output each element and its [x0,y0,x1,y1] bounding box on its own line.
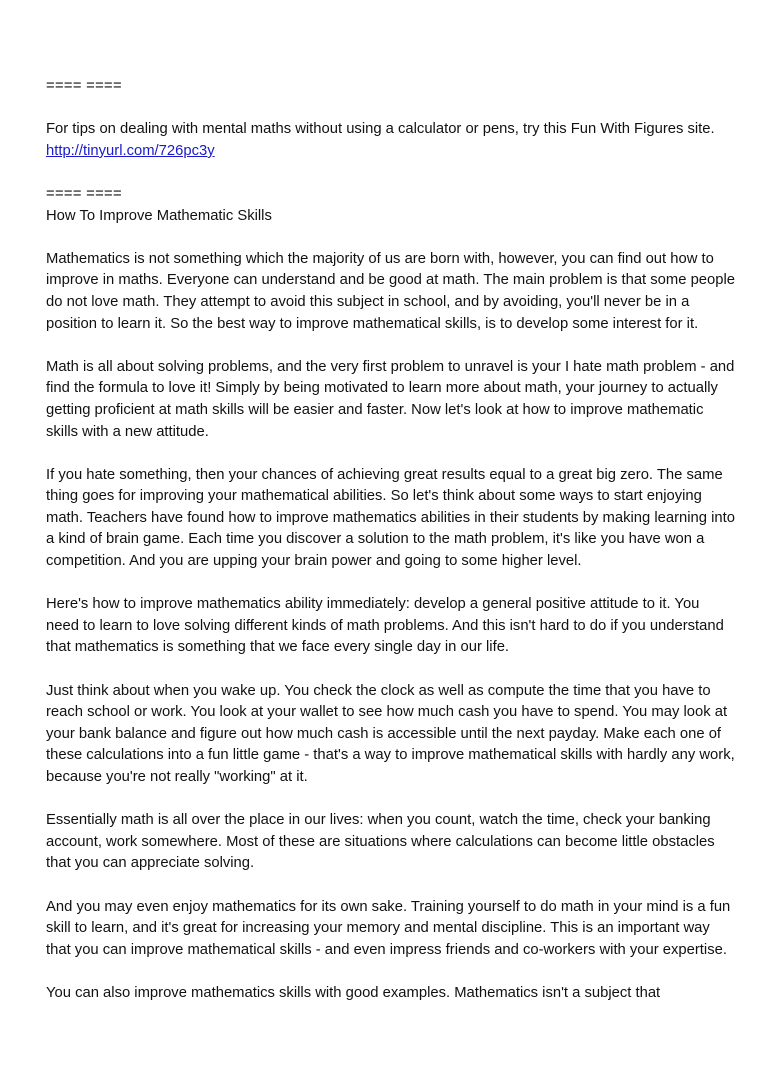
paragraph: Essentially math is all over the place in our lives: when you count, watch the time, check your banking account, work somewhere. Most of these are situations where calculations can become little obstacles that you can appreciate solving. [46,812,715,872]
tips-text: For tips on dealing with mental maths without using a calculator or pens, try this Fun With Figures site. [46,121,715,138]
paragraph: Math is all about solving problems, and the very first problem to unravel is your I hate math problem - and find the formula to love it! Simply by being motivated to learn more about math, your journey to actually getting proficient at math skills will be easier and faster. Now let's look at how to improve mathematic skills with a new attitude. [46,358,735,440]
paragraph: Here's how to improve mathematics ability immediately: develop a general positive attitude to it. You need to learn to love solving different kinds of math problems. And this isn't hard to do if you understand that mathematics is something that we face every single day in our life. [46,596,724,656]
tips-link[interactable]: http://tinyurl.com/726pc3y [46,142,215,159]
document-page [46,76,736,1005]
paragraph: If you hate something, then your chances of achieving great results equal to a great big zero. The same thing goes for improving your mathematical abilities. So let's think about some ways to start enjoying math. Teachers have found how to improve mathematics abilities in their students by making learning into a kind of brain game. Each time you discover a solution to the math problem, it's like you have won a competition. And you are upping your brain power and going to some higher level. [46,466,735,570]
paragraph: Mathematics is not something which the majority of us are born with, however, you can find out how to improve in maths. Everyone can understand and be good at math. The main problem is that some people do not love math. They attempt to avoid this subject in school, and by avoiding, you'll never be in a position to learn it. So the best way to improve mathematical skills, is to develop some interest for it. [46,250,736,332]
paragraph: And you may even enjoy mathematics for its own sake. Training yourself to do math in your mind is a fun skill to learn, and it's great for increasing your memory and mental discipline. This is an important way that you can improve mathematical skills - and even impress friends and co-workers with your expertise. [46,898,731,958]
paragraph: You can also improve mathematics skills with good examples. Mathematics isn't a subject that [46,984,661,1001]
separator-mid: ==== ==== [46,185,122,202]
article-title: How To Improve Mathematic Skills [46,207,272,224]
paragraph: Just think about when you wake up. You check the clock as well as compute the time that you have to reach school or work. You look at your wallet to see how much cash you have to spend. You may look at your bank balance and figure out how much cash is accessible until the next payday. Make each one of these calculations into a fun little game - that's a way to improve mathematical skills with hardly any work, because you're not really "working" at it. [46,682,735,785]
separator-top: ==== ==== [46,78,122,94]
